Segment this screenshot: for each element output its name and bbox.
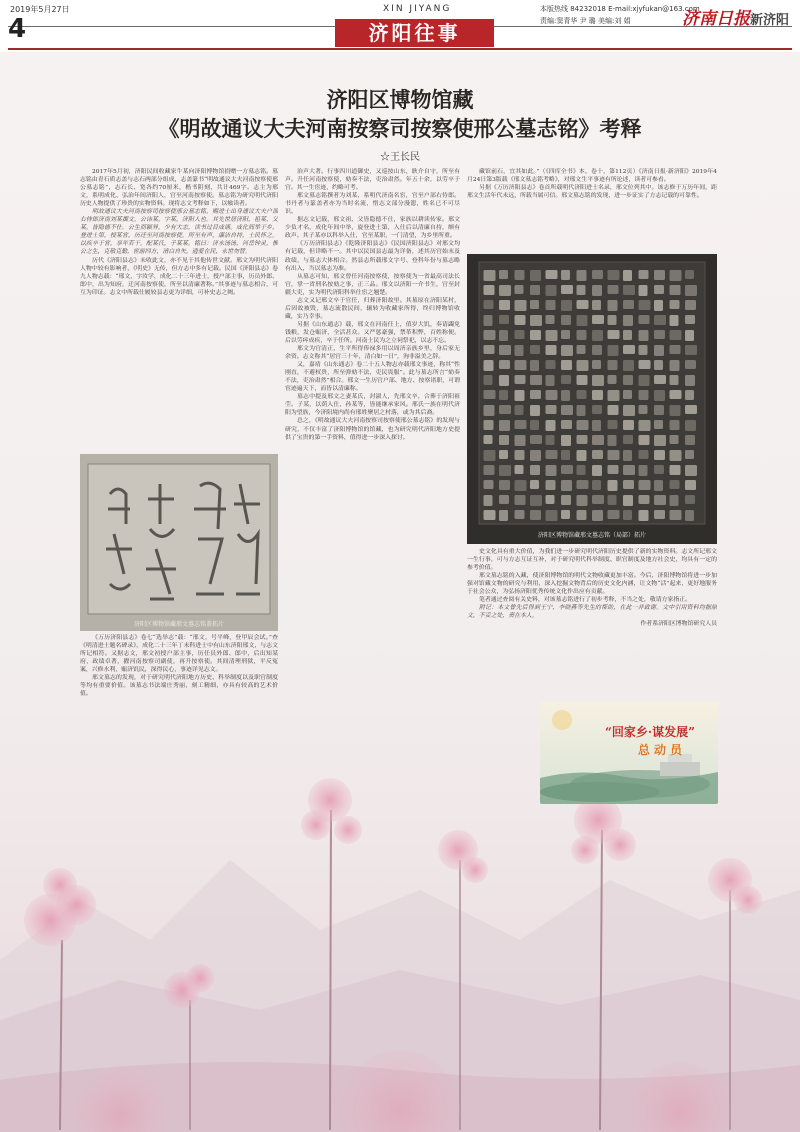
inscription-glyph (530, 270, 541, 281)
inscription-glyph (670, 510, 682, 520)
paragraph: 墓志中提及邢文之妻某氏，封淑人，先邢文卒，合葬于济阳祖茔。子某，以荫入仕，孙某等，皆能继承家风。邢氏一族在明代济阳为望族，今济阳境内尚有邢姓聚居之村落，或为其后裔。 (285, 394, 460, 417)
inscription-glyph (608, 375, 617, 384)
byline: ☆王长民 (380, 152, 420, 163)
inscription-glyph (515, 450, 525, 460)
inscription-glyph (654, 300, 663, 311)
inscription-glyph (592, 390, 603, 400)
inscription-glyph (592, 330, 603, 341)
inscription-glyph (530, 285, 540, 295)
inscription-glyph (561, 420, 572, 429)
inscription-glyph (685, 495, 695, 504)
inscription-glyph (546, 270, 558, 279)
inscription-glyph (623, 375, 633, 385)
column-1-top (80, 168, 278, 453)
inscription-glyph (608, 420, 618, 429)
inscription-glyph (484, 420, 494, 430)
inscription-glyph (670, 285, 681, 295)
inscription-glyph (530, 315, 542, 326)
inscription-glyph (530, 510, 541, 520)
inscription-glyph (654, 285, 664, 294)
inscription-glyph (577, 495, 588, 506)
inscription-glyph (670, 270, 682, 281)
inscription-glyph (608, 315, 617, 325)
inscription-glyph (499, 285, 511, 296)
inscription-glyph (592, 420, 601, 431)
inscription-glyph (577, 285, 586, 295)
inscription-glyph (530, 480, 539, 489)
inscription-glyph (530, 345, 540, 354)
issue-date: 2019年5月27日 (10, 5, 70, 14)
inscription-glyph (577, 345, 586, 354)
hotline-info: 本版热线 84232018 E-mail:xjyfukan@163.com (540, 5, 700, 13)
inscription-glyph (592, 435, 604, 445)
inscription-glyph (577, 315, 588, 326)
inscription-glyph (670, 345, 681, 354)
paragraph: 邢文为官清正，生平所得俸禄多用以周济亲族乡里，身后家无余资。志文称其“居官三十年，清白如一日”，洵非溢美之辞。 (285, 346, 460, 361)
inscription-glyph (639, 345, 648, 355)
inscription-glyph (685, 450, 694, 459)
inscription-glyph (654, 420, 663, 429)
inscription-glyph (484, 330, 496, 340)
stele-rubbing-image (467, 254, 717, 544)
inscription-glyph (623, 345, 635, 354)
inscription-glyph (608, 510, 620, 519)
inscription-glyph (484, 375, 493, 385)
inscription-glyph (561, 360, 572, 370)
inscription-glyph (577, 450, 587, 461)
inscription-glyph (530, 360, 539, 371)
stele-cover-caption: 济阳区博物馆藏邢文墓志铭盖拓片 (133, 621, 225, 628)
inscription-glyph (623, 435, 633, 444)
inscription-glyph (639, 450, 649, 459)
inscription-glyph (484, 435, 493, 444)
inscription-glyph (654, 315, 666, 325)
inscription-glyph (654, 510, 665, 519)
inscription-glyph (561, 450, 570, 460)
inscription-glyph (499, 435, 509, 445)
inscription-glyph (654, 330, 665, 339)
inscription-glyph (515, 435, 526, 446)
stele-cover-photo (80, 454, 278, 631)
paragraph: 历代《济阳县志》未收此文，亦不见于其他传世文献。邢文为明代济阳人物中较有影响者，《明史》无传，但方志中多有记载。民国《济阳县志》卷九人物志载：“邢文，字汝学，成化二十三年进士，授户部主事，历员外郎、郎中，出为知府，迁河南按察使，所至以清廉著称。”其事迹与墓志相合，可互为印证。志文中所载仕履较县志更为详细，可补史志之阙。 (80, 257, 278, 296)
inscription-glyph (484, 510, 496, 520)
inscription-glyph (484, 270, 496, 281)
inscription-glyph (592, 300, 601, 310)
inscription-glyph (592, 285, 602, 296)
inscription-glyph (515, 360, 527, 370)
inscription-glyph (685, 300, 696, 310)
inscription-glyph (608, 495, 617, 505)
inscription-glyph (577, 300, 589, 309)
inscription-glyph (639, 285, 648, 296)
inscription-glyph (546, 360, 556, 369)
inscription-glyph (639, 330, 649, 341)
author-unit: 作者系济阳区博物馆研究人员 (640, 621, 717, 628)
inscription-glyph (685, 315, 695, 324)
inscription-glyph (608, 450, 620, 460)
inscription-glyph (530, 405, 540, 416)
inscription-glyph (577, 330, 587, 340)
hometown-poster (540, 702, 718, 804)
inscription-glyph (608, 435, 617, 446)
inscription-glyph (546, 375, 555, 386)
inscription-glyph (623, 465, 635, 475)
inscription-glyph (592, 480, 601, 490)
inscription-glyph (639, 480, 651, 490)
inscription-glyph (546, 330, 558, 341)
inscription-glyph (670, 450, 682, 461)
inscription-glyph (639, 495, 650, 504)
inscription-glyph (561, 345, 573, 356)
inscription-glyph (515, 480, 527, 491)
inscription-glyph (654, 360, 663, 370)
inscription-glyph (623, 510, 632, 520)
inscription-glyph (515, 405, 524, 415)
inscription-glyph (654, 270, 665, 280)
inscription-glyph (639, 300, 651, 310)
inscription-glyph (623, 330, 632, 340)
inscription-glyph (623, 450, 632, 461)
inscription-glyph (515, 270, 525, 280)
inscription-glyph (515, 420, 527, 429)
inscription-glyph (577, 480, 589, 489)
poster-line1: “回家乡·谋发展” (605, 725, 695, 739)
inscription-glyph (623, 405, 635, 416)
inscription-glyph (484, 465, 495, 475)
paragraph: 笔者通过查阅有关史料，对该墓志铭进行了初步考释，不当之处，敬请方家指正。 (479, 597, 692, 604)
inscription-glyph (499, 300, 510, 310)
inscription-glyph (639, 510, 649, 521)
inscription-glyph (530, 330, 541, 340)
inscription-glyph (639, 465, 648, 476)
inscription-glyph (546, 465, 557, 476)
paragraph: 邢文墓志铭撰者为刘某，系明代济南名宦，官至户部右侍郎。书丹者与篆盖者亦为当时名流，惜志文部分漫漶，姓名已不可尽识。 (285, 193, 460, 216)
poster-line2: 总 动 员 (637, 743, 683, 757)
inscription-glyph (685, 435, 695, 445)
inscription-glyph (608, 405, 619, 415)
paragraph: 史文化具有重大价值，为我们进一步研究明代济阳历史提供了新的实物资料。志文所记邢文一生行事，可与方志互证互补，对于研究明代科举制度、职官制度及地方社会史，均具有一定的参考价值。 (467, 549, 717, 572)
paragraph: 2017年5月初，济阳民间收藏家牛某向济阳博物馆捐赠一方墓志铭。墓志铭由青石质志盖与志石两部分组成，志盖篆书“明故通议大夫河南按察使邢公墓志铭”，志石长、宽各约70厘米，楷书阴刻，共计469字。志主为邢文，系明成化、弘治年间济阳人，官至河南按察使。墓志铭为研究明代济阳历史人物提供了珍贵的实物资料。现将志文考释如下，以飨读者。 (80, 169, 278, 208)
inscription-glyph (546, 345, 557, 355)
inscription-glyph (685, 480, 696, 490)
inscription-glyph (546, 495, 555, 504)
inscription-glyph (577, 405, 586, 416)
inscription-glyph (561, 495, 571, 505)
inscription-glyph (685, 405, 697, 414)
inscription-glyph (530, 420, 539, 430)
inscription-glyph (577, 390, 587, 399)
inscription-glyph (654, 465, 664, 474)
inscription-glyph (577, 375, 588, 385)
inscription-glyph (515, 300, 527, 311)
inscription-glyph (639, 435, 650, 445)
inscription-glyph (623, 480, 634, 489)
inscription-glyph (546, 315, 555, 324)
inscription-glyph (685, 420, 696, 431)
inscription-glyph (515, 510, 525, 519)
inscription-glyph (592, 510, 603, 521)
inscription-glyph (654, 405, 664, 415)
inscription-glyph (623, 360, 634, 371)
inscription-glyph (592, 465, 602, 476)
inscription-glyph (670, 465, 681, 475)
inscription-glyph (484, 315, 493, 326)
inscription-text: 明故通议大夫河南按察司按察使邢公墓志铭，赐进士出身通议大夫户部右侍郎济南刘某撰文。公讳某，字某，济阳人也。其先世居济阳，祖某，父某，皆隐德不仕。公生而颖异，少有大志，读书过目成诵。成化间举于乡，登进士第，授某官，历迁至河南按察使。所至有声，廉洁自持，士民怀之。以疾卒于官，享年若干。配某氏，子某某。铭曰：济水汤汤，河岳钟灵，惟公之生，克敬克勤，宦游四方，清白自矢，遗爱在民，永世勿替。 (80, 209, 278, 256)
column-2 (285, 168, 460, 848)
inscription-glyph (484, 345, 495, 354)
inscription-glyph (546, 405, 557, 414)
inscription-glyph (608, 345, 619, 356)
inscription-glyph (608, 480, 618, 491)
inscription-glyph (484, 480, 494, 489)
inscription-glyph (515, 465, 524, 474)
header-rule-red (8, 48, 792, 50)
inscription-glyph (685, 285, 697, 296)
inscription-glyph (670, 390, 682, 399)
inscription-glyph (499, 345, 511, 355)
inscription-glyph (592, 375, 604, 386)
inscription-glyph (515, 375, 526, 384)
inscription-glyph (639, 375, 650, 386)
stele-cover-image (80, 454, 278, 631)
inscription-glyph (592, 315, 604, 324)
inscription-glyph (639, 405, 648, 414)
inscription-glyph (623, 300, 634, 309)
inscription-glyph (608, 300, 618, 311)
inscription-glyph (592, 450, 603, 459)
inscription-glyph (561, 480, 572, 491)
inscription-glyph (608, 360, 618, 370)
author-note: 附记：本文曾先后得到王宁、李晓燕等先生的帮助，在此一并致谢。文中引用资料均据原文，不妥之处，责在本人。 (467, 605, 717, 620)
inscription-glyph (670, 420, 680, 430)
inscription-glyph (561, 510, 570, 519)
inscription-glyph (639, 360, 651, 369)
brand-name: 济南日报 (682, 9, 750, 29)
inscription-glyph (592, 405, 602, 414)
inscription-glyph (561, 315, 571, 325)
inscription-glyph (499, 330, 508, 341)
inscription-glyph (670, 495, 679, 506)
inscription-glyph (670, 360, 680, 371)
article-title-line1: 济阳区博物馆藏 (326, 87, 474, 112)
inscription-glyph (546, 420, 556, 431)
paragraph: 《万历济阳县志》卷七“选举志”载：“邢文，号平峰，登甲辰会试。”查《明清进士题名碑录》，成化二十三年丁未科进士中有山东济阳邢文，与志文所记相符。又据志文，邢文初授户部主事，历任员外郎、郎中，后出知某府，政绩卓著，擢河南按察司副使，再升按察使。其间清理刑狱，平反冤案，兴修水利，赈济饥民，深得民心，事迹详见志文。 (80, 635, 278, 674)
inscription-glyph (515, 345, 524, 356)
inscription-glyph (546, 285, 557, 296)
paragraph: 另据《万历济阳县志》卷首所载明代济阳进士名录，邢文位列其中。该志修于万历年间，距邢文生活年代未远，所载当属可信。邢文墓志铭的发现，进一步证实了方志记载的可靠性。 (467, 185, 717, 200)
inscription-glyph (546, 450, 558, 459)
inscription-glyph (685, 510, 694, 521)
paragraph: 另据《山东通志》载，邢文在河南任上，值岁大饥，奏请蠲免钱粮，发仓赈济，全活甚众。又严惩豪强，禁革积弊，百姓称便。后以劳瘁成疾，卒于任所。河南士民为之立祠祭祀，以志不忘。 (285, 321, 460, 344)
inscription-glyph (546, 390, 558, 400)
inscription-glyph (484, 360, 494, 371)
paragraph: 《万历济阳县志》《乾隆济阳县志》《民国济阳县志》对邢文均有记载，但详略不一。其中以民国县志最为详备，述其历官始末及政绩，与墓志大体相合。然县志所载邢文字号、登科年份与墓志略有出入，当以墓志为准。 (285, 241, 460, 272)
column-3-top (467, 168, 717, 250)
inscription-glyph (561, 390, 570, 401)
inscription-glyph (499, 495, 509, 504)
inscription-glyph (484, 300, 494, 309)
inscription-glyph (484, 390, 496, 399)
inscription-glyph (592, 495, 604, 504)
inscription-glyph (685, 390, 694, 400)
inscription-glyph (670, 480, 680, 489)
paragraph: 据志文记载，邢文祖、父皆隐德不仕，家族以耕读传家。邢文少负才名，成化年间中举，旋登进士第，入仕后以清廉自持，颇有政声。其子某亦以科举入仕，官至某职，一门清望，为乡里所重。 (285, 217, 460, 240)
inscription-glyph (623, 495, 633, 506)
inscription-glyph (546, 435, 555, 445)
stele-inscription-photo (467, 254, 717, 544)
inscription-glyph (484, 405, 495, 416)
inscription-glyph (670, 375, 679, 385)
inscription-glyph (639, 270, 649, 279)
inscription-glyph (623, 285, 635, 295)
poster-image (540, 702, 718, 804)
inscription-glyph (515, 285, 524, 294)
inscription-glyph (654, 345, 664, 356)
inscription-glyph (577, 465, 586, 475)
inscription-glyph (685, 270, 694, 279)
page-number: 4 (8, 14, 27, 44)
inscription-glyph (608, 390, 620, 401)
brand-sub: 新济阳 (750, 13, 790, 28)
newspaper-brand (682, 4, 789, 29)
article-title-line2: 《明故通议大夫河南按察司按察使邢公墓志铭》考释 (158, 116, 642, 141)
inscription-glyph (515, 495, 526, 505)
editors-info: 责编:窦青华 尹 璐 美编:刘 娟 (540, 17, 631, 25)
inscription-glyph (546, 510, 558, 521)
paragraph: 邢文墓志的发现，对于研究明代济阳地方历史、科举制度以及职官制度等均有重要价值。该墓志书法端庄秀丽，刻工精细，亦具有较高的艺术价值。 (80, 675, 278, 698)
inscription-glyph (608, 465, 619, 474)
inscription-glyph (639, 390, 649, 400)
inscription-glyph (639, 315, 650, 324)
inscription-glyph (515, 330, 525, 339)
inscription-glyph (561, 300, 572, 311)
inscription-glyph (670, 300, 680, 309)
inscription-glyph (499, 360, 510, 369)
inscription-glyph (561, 465, 573, 474)
inscription-glyph (623, 390, 632, 399)
inscription-glyph (639, 420, 651, 431)
inscription-glyph (623, 270, 632, 281)
inscription-glyph (592, 270, 603, 279)
inscription-glyph (530, 375, 542, 385)
paragraph: 邢文墓志铭的入藏，使济阳博物馆的明代文物收藏更加丰富。今后，济阳博物馆将进一步加强对馆藏文物的研究与利用，深入挖掘文物背后的历史文化内涵，让文物“活”起来，更好地服务于社会公众，为弘扬济阳优秀传统文化作出应有贡献。 (467, 573, 717, 596)
inscription-glyph (546, 300, 556, 310)
inscription-glyph (515, 390, 525, 401)
paragraph: 又，嘉靖《山东通志》卷二十五人物志亦载邢文事迹，称其“性刚直，不避权贵，所至弹劾不法，吏民畏服”。此与墓志所言“劾奏不法，吏治肃然”相合。邢文一生历官户部、地方、按察诸职，可谓宦迹遍天下，而皆以清廉称。 (285, 362, 460, 393)
inscription-glyph (577, 360, 589, 371)
inscription-glyph (670, 435, 679, 444)
inscription-glyph (608, 330, 620, 339)
inscription-glyph (499, 405, 511, 414)
inscription-glyph (685, 465, 697, 476)
paragraph: 志文又记邢文卒于官任，归葬济阳故里。其墓原在济阳某村，后因故被毁，墓志流散民间，辗转为收藏家所得，终归博物馆收藏，实乃幸事。 (285, 297, 460, 320)
inscription-glyph (499, 270, 508, 279)
paragraph: 治声大著。行事四川道御史，又巡按山东，耿介自守，所至有声。升任河南按察使，劾奏不法，吏治肃然。年五十余，以劳卒于官。其一生宦迹，约略可考。 (285, 169, 460, 192)
inscription-glyph (561, 330, 570, 339)
inscription-glyph (484, 450, 496, 461)
inscription-glyph (577, 420, 589, 430)
inscription-glyph (499, 450, 508, 459)
inscription-glyph (654, 375, 666, 384)
inscription-glyph (499, 480, 510, 490)
inscription-glyph (654, 450, 665, 460)
inscription-glyph (670, 330, 682, 340)
inscription-glyph (654, 390, 665, 401)
inscription-glyph (577, 435, 588, 444)
inscription-glyph (670, 405, 681, 416)
inscription-glyph (670, 315, 679, 326)
inscription-glyph (484, 495, 493, 506)
paragraph: 藏馆前石，宜其如此。”（《四库全书》本，卷十，第112页）《济南日报·新济阳》2019年4月24日第3版载《邢文墓志铭考略》，对邢文生平事迹有所论述，读者可参看。 (467, 169, 717, 184)
inscription-glyph (654, 480, 663, 491)
inscription-glyph (530, 300, 539, 309)
inscription-glyph (530, 390, 541, 399)
inscription-glyph (561, 435, 571, 446)
inscription-glyph (577, 270, 587, 281)
inscription-glyph (685, 375, 695, 386)
paragraph: 从墓志可知，邢文曾任河南按察使，按察使为一省最高司法长官，掌一省刑名按劾之事，正三品。邢文以济阳一介书生，官至封疆大吏，实为明代济阳科举仕宦之翘楚。 (285, 273, 460, 296)
inscription-glyph (592, 345, 602, 355)
inscription-glyph (685, 330, 694, 341)
inscription-glyph (685, 360, 696, 369)
inscription-glyph (546, 480, 556, 490)
inscription-glyph (608, 285, 619, 294)
inscription-glyph (654, 495, 666, 505)
paragraph: 总之，《明故通议大夫河南按察司按察使邢公墓志铭》的发现与研究，不仅丰富了济阳博物馆的馆藏，也为研究明代济阳地方史提供了宝贵的第一手资料，值得进一步深入探讨。 (285, 418, 460, 441)
inscription-glyph (561, 285, 573, 294)
inscription-glyph (561, 375, 571, 384)
section-pinyin: XIN JIYANG (383, 4, 452, 14)
stele-inscription-caption: 济阳区博物馆藏邢文墓志铭（局部）拓片 (537, 532, 647, 539)
inscription-glyph (561, 270, 570, 280)
inscription-glyph (530, 435, 542, 444)
inscription-glyph (499, 390, 508, 400)
inscription-glyph (608, 270, 620, 280)
inscription-glyph (561, 405, 573, 415)
inscription-glyph (530, 465, 540, 475)
column-1-bottom (80, 634, 278, 849)
section-title: 济阳往事 (335, 19, 494, 47)
inscription-glyph (484, 285, 495, 295)
inscription-glyph (530, 495, 542, 506)
inscription-glyph (592, 360, 601, 369)
inscription-glyph (499, 315, 509, 324)
inscription-glyph (499, 420, 510, 431)
inscription-glyph (515, 315, 526, 325)
inscription-glyph (530, 450, 541, 461)
inscription-glyph (685, 345, 697, 355)
inscription-glyph (654, 435, 666, 446)
inscription-glyph (623, 420, 634, 430)
inscription-glyph (499, 465, 511, 476)
inscription-glyph (499, 375, 509, 386)
inscription-glyph (623, 315, 633, 326)
inscription-glyph (577, 510, 587, 520)
column-3-bottom (467, 548, 717, 696)
inscription-glyph (499, 510, 508, 521)
